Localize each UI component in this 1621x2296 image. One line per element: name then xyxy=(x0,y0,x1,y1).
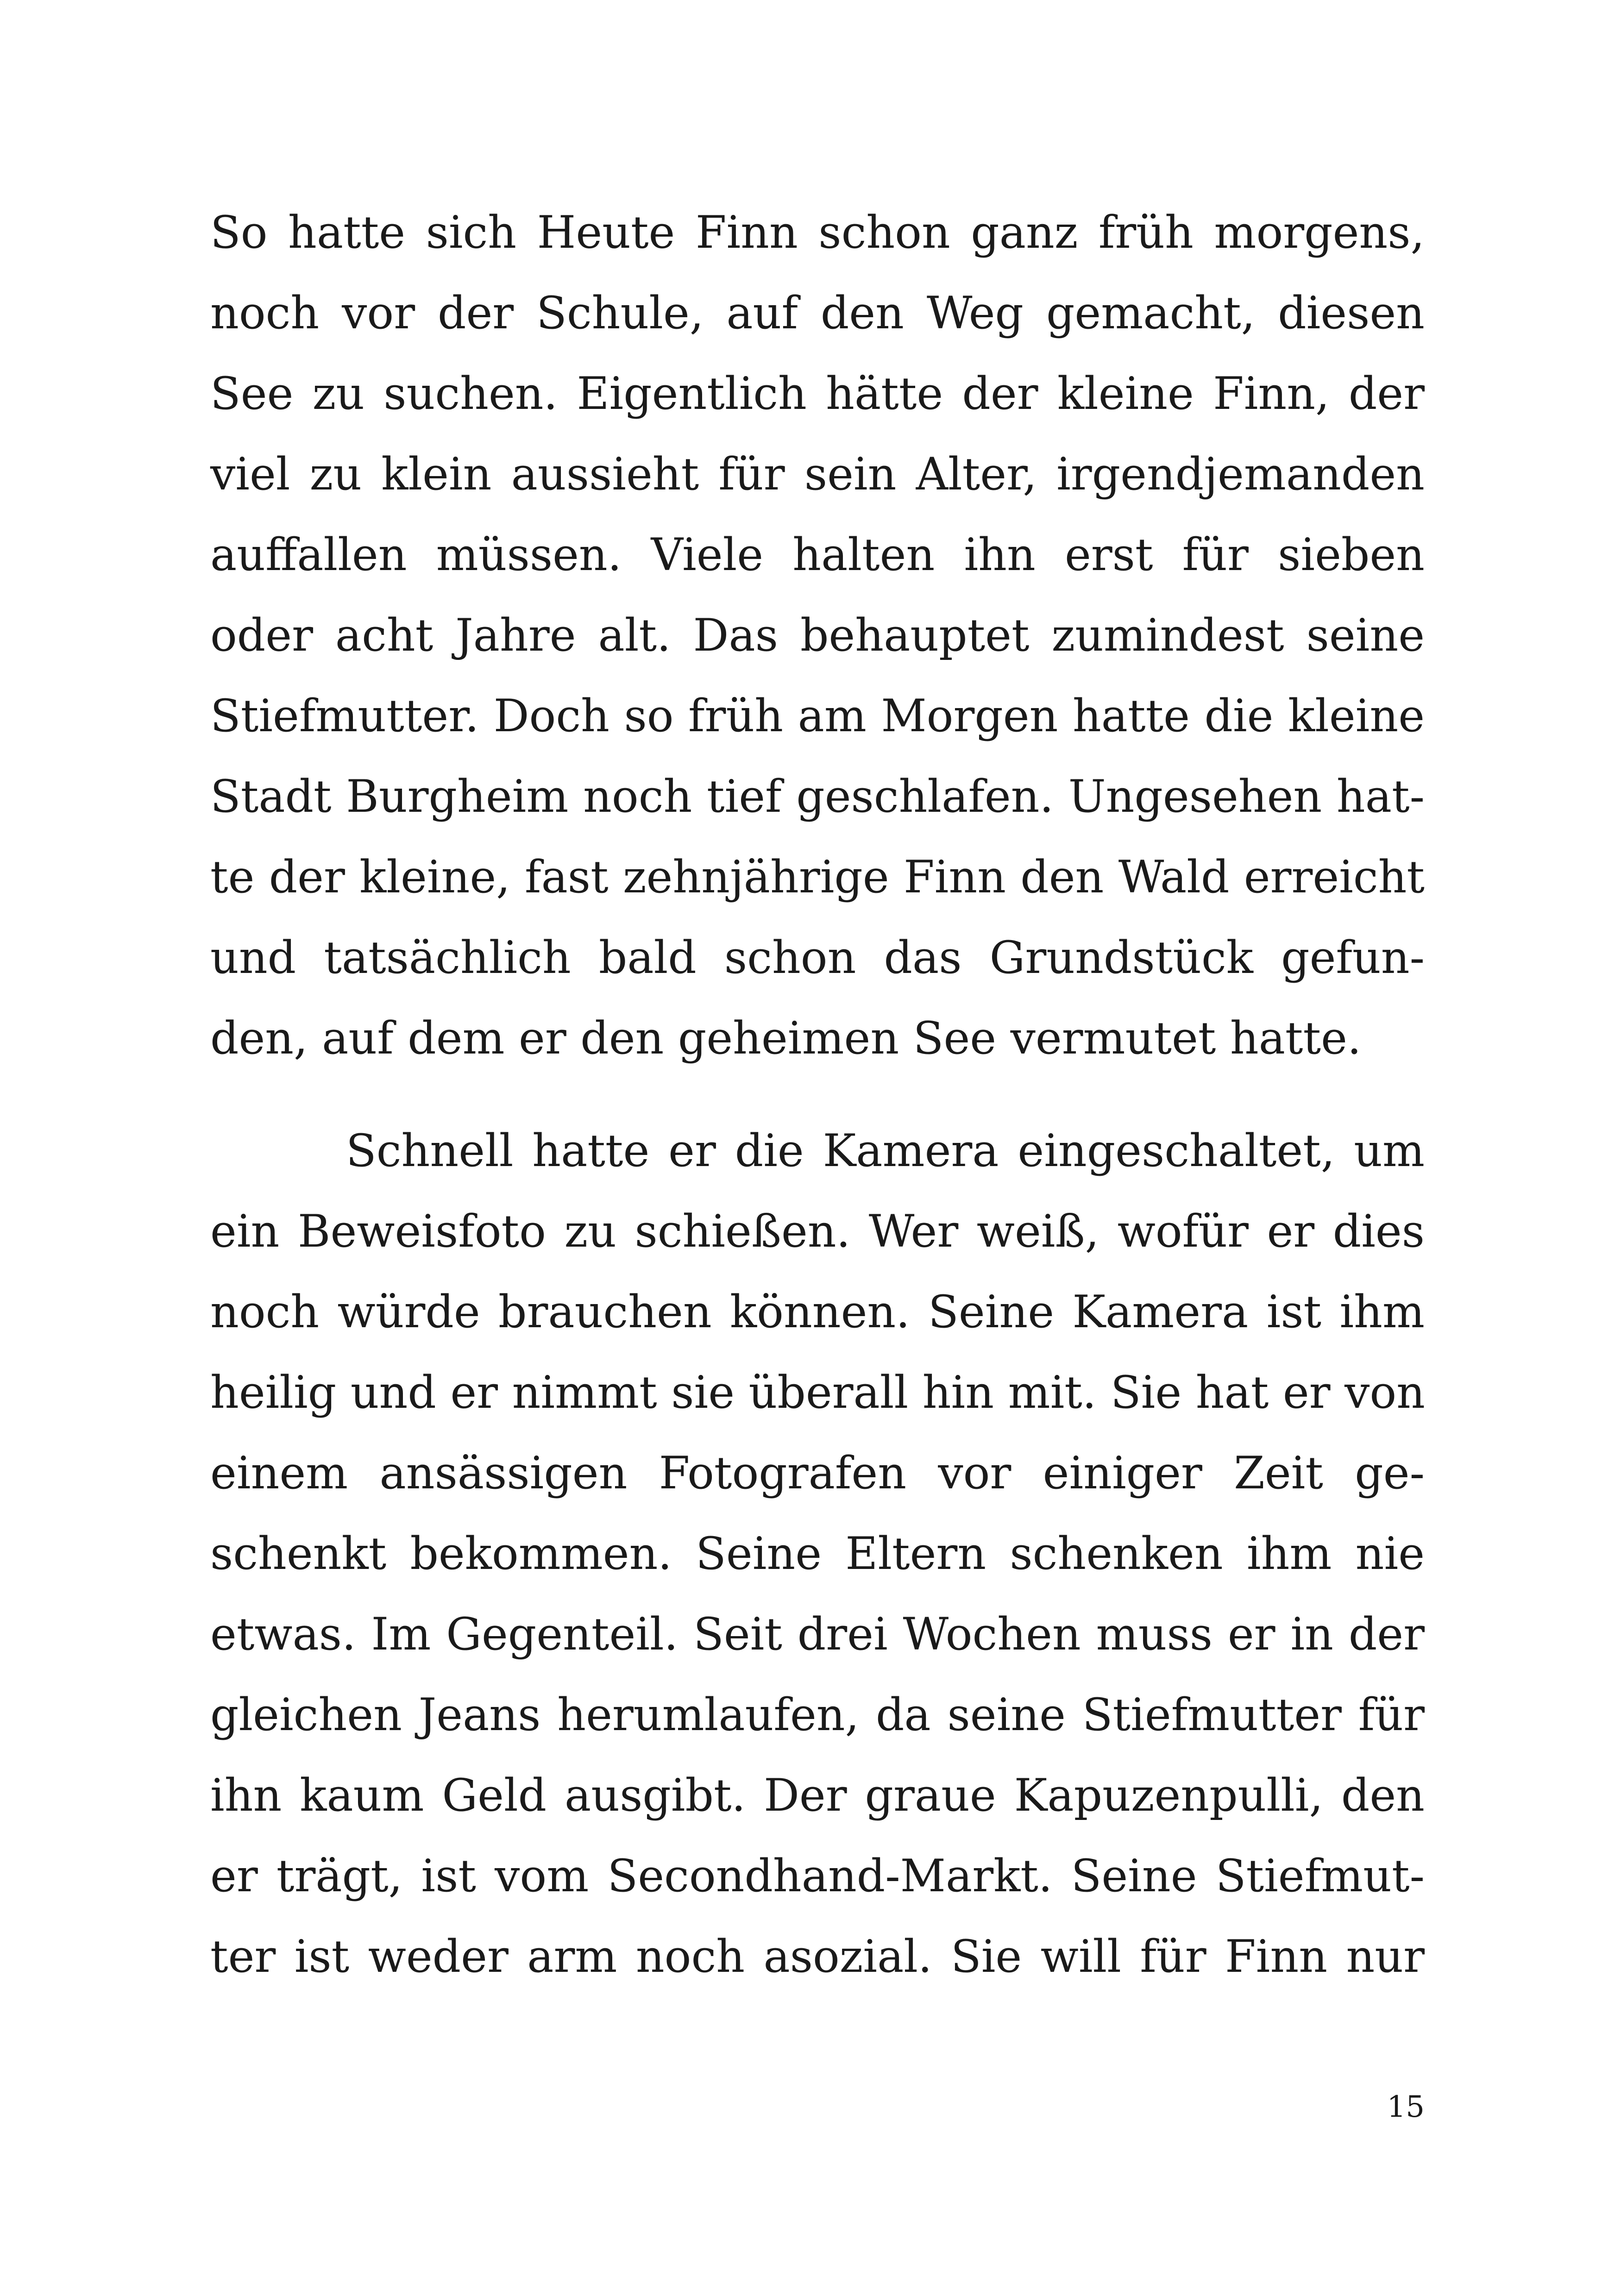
paragraph-line: und tatsächlich bald schon das Grundstück gefun- xyxy=(210,932,1425,984)
paragraph-line: ter ist weder arm noch asozial. Sie will für Finn nur xyxy=(210,1931,1425,1982)
paragraph-1 xyxy=(210,192,1425,1079)
paragraph-line: den, auf dem er den geheimen See vermutet hatte. xyxy=(210,1012,1362,1064)
paragraph-line: schenkt bekommen. Seine Eltern schenken ihm nie xyxy=(210,1528,1425,1580)
paragraph-line: Stadt Burgheim noch tief geschlafen. Ungesehen hat- xyxy=(210,771,1425,822)
paragraph-line: oder acht Jahre alt. Das behauptet zumindest seine xyxy=(210,609,1425,661)
paragraph-2 xyxy=(210,1110,1425,1997)
paragraph-line: te der kleine, fast zehnjährige Finn den Wald erreicht xyxy=(210,851,1425,903)
paragraph-line: einem ansässigen Fotografen vor einiger Zeit ge- xyxy=(210,1447,1425,1499)
paragraph-line: heilig und er nimmt sie überall hin mit. Sie hat er von xyxy=(210,1367,1425,1418)
paragraph-line: auffallen müssen. Viele halten ihn erst für sieben xyxy=(210,529,1425,581)
paragraph-line: er trägt, ist vom Secondhand-Markt. Seine Stiefmut- xyxy=(210,1850,1425,1902)
paragraph-line: ihn kaum Geld ausgibt. Der graue Kapuzenpulli, den xyxy=(210,1769,1425,1821)
paragraph-line: noch vor der Schule, auf den Weg gemacht, diesen xyxy=(210,287,1425,339)
page-number: 15 xyxy=(1387,2090,1425,2124)
paragraph-line: gleichen Jeans herumlaufen, da seine Stiefmutter für xyxy=(210,1689,1425,1741)
paragraph-line: So hatte sich Heute Finn schon ganz früh morgens, xyxy=(210,207,1425,258)
paragraph-line: Schnell hatte er die Kamera eingeschaltet, um xyxy=(346,1125,1425,1177)
paragraph-line: See zu suchen. Eigentlich hätte der kleine Finn, der xyxy=(210,368,1425,420)
paragraph-line: ein Beweisfoto zu schießen. Wer weiß, wofür er dies xyxy=(210,1205,1425,1257)
paragraph-line: etwas. Im Gegenteil. Seit drei Wochen muss er in der xyxy=(210,1608,1425,1660)
paragraph-line: Stiefmutter. Doch so früh am Morgen hatte die kleine xyxy=(210,690,1425,742)
paragraph-line: noch würde brauchen können. Seine Kamera ist ihm xyxy=(210,1286,1425,1338)
paragraph-line: viel zu klein aussieht für sein Alter, irgendjemanden xyxy=(210,448,1425,500)
